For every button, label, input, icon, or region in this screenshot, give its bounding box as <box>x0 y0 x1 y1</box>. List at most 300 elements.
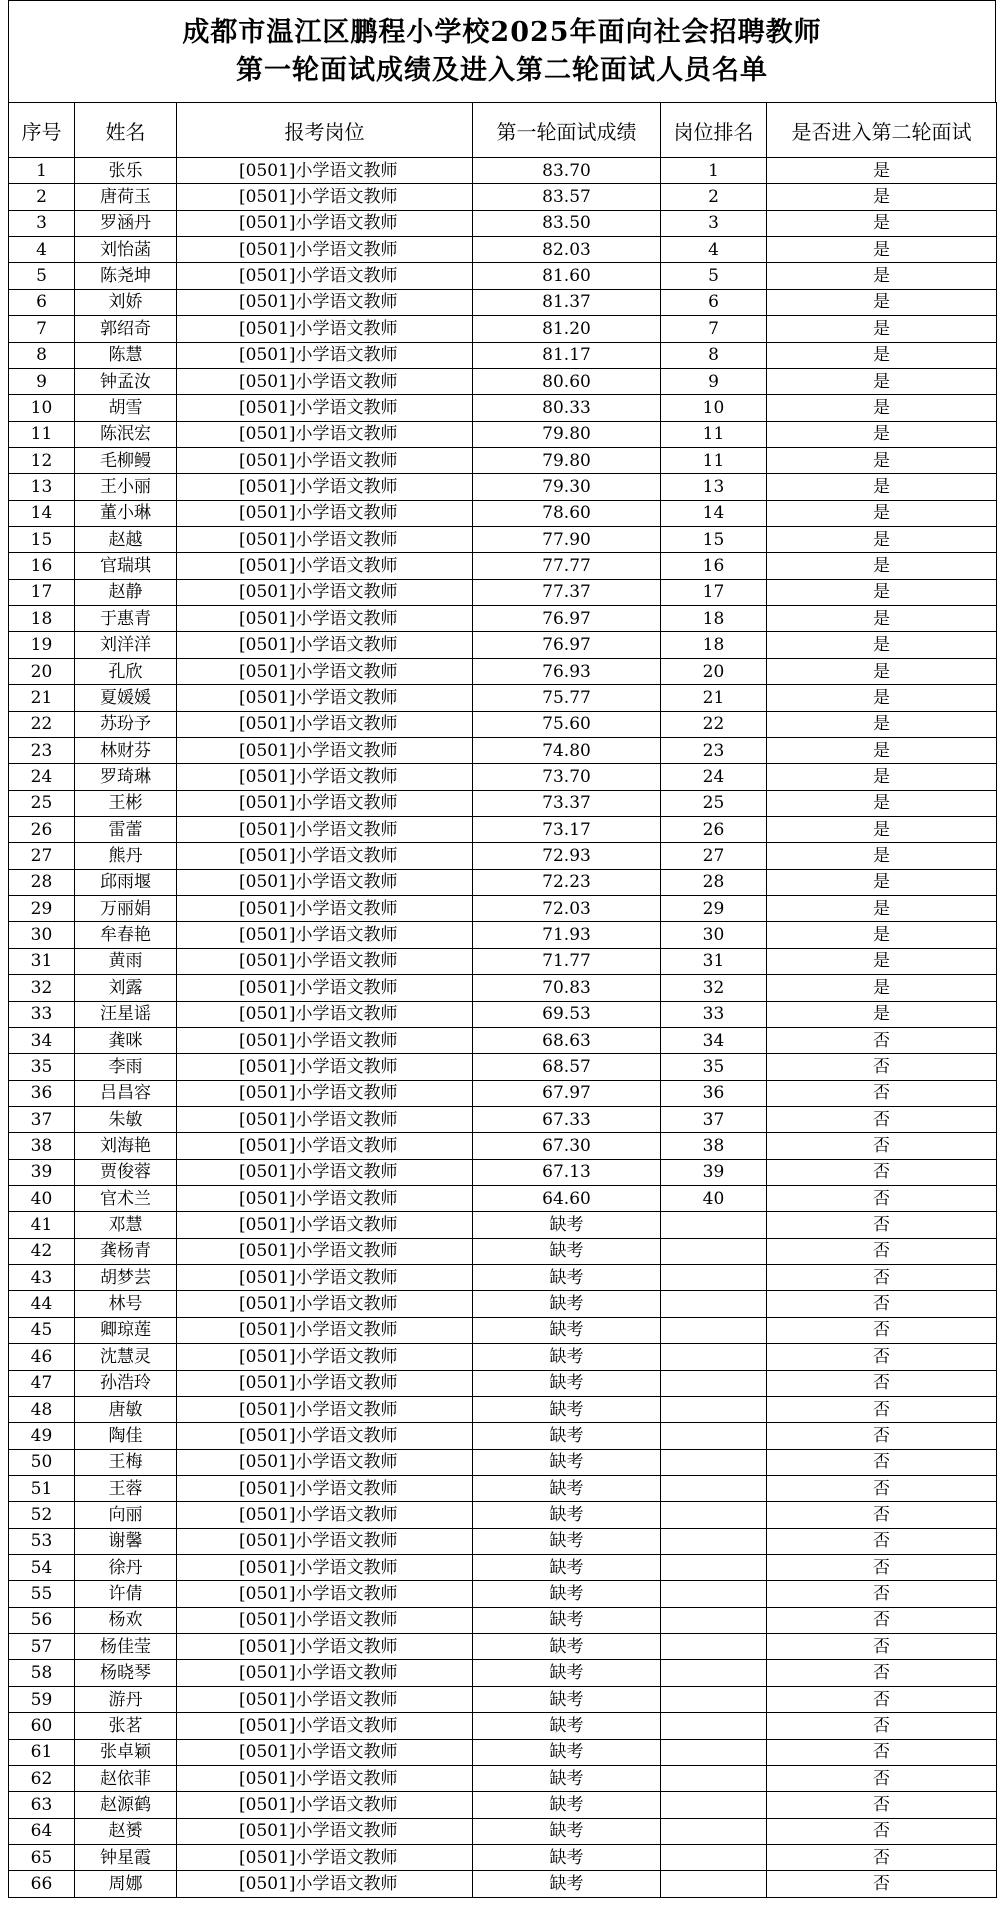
cell-index: 15 <box>9 527 75 553</box>
cell-rank: 6 <box>661 289 767 315</box>
cell-index: 6 <box>9 289 75 315</box>
cell-rank: 4 <box>661 237 767 263</box>
cell-name: 刘娇 <box>75 289 177 315</box>
cell-name: 陈泯宏 <box>75 421 177 447</box>
cell-index: 21 <box>9 685 75 711</box>
cell-position: [0501]小学语文教师 <box>177 1607 473 1633</box>
cell-advance: 是 <box>767 527 997 553</box>
cell-rank: 36 <box>661 1080 767 1106</box>
cell-name: 郭绍奇 <box>75 316 177 342</box>
cell-advance: 是 <box>767 553 997 579</box>
header-rank: 岗位排名 <box>661 103 767 158</box>
cell-index: 52 <box>9 1502 75 1528</box>
table-row <box>9 368 997 394</box>
cell-advance: 否 <box>767 1686 997 1712</box>
cell-score: 缺考 <box>473 1871 661 1897</box>
cell-name: 苏玢予 <box>75 711 177 737</box>
cell-rank: 25 <box>661 790 767 816</box>
cell-index: 1 <box>9 158 75 184</box>
cell-rank: 5 <box>661 263 767 289</box>
cell-position: [0501]小学语文教师 <box>177 1845 473 1871</box>
table-row <box>9 1027 997 1053</box>
cell-index: 49 <box>9 1423 75 1449</box>
cell-position: [0501]小学语文教师 <box>177 685 473 711</box>
cell-index: 2 <box>9 184 75 210</box>
table-row <box>9 1186 997 1212</box>
cell-score: 缺考 <box>473 1634 661 1660</box>
cell-name: 杨晓琴 <box>75 1660 177 1686</box>
cell-index: 32 <box>9 975 75 1001</box>
cell-rank: 38 <box>661 1133 767 1159</box>
cell-score: 77.77 <box>473 553 661 579</box>
cell-advance: 否 <box>767 1607 997 1633</box>
cell-rank: 33 <box>661 1001 767 1027</box>
cell-index: 16 <box>9 553 75 579</box>
cell-position: [0501]小学语文教师 <box>177 447 473 473</box>
cell-score: 77.90 <box>473 527 661 553</box>
cell-index: 18 <box>9 606 75 632</box>
cell-index: 19 <box>9 632 75 658</box>
cell-index: 50 <box>9 1449 75 1475</box>
cell-index: 56 <box>9 1607 75 1633</box>
cell-rank: 35 <box>661 1054 767 1080</box>
cell-name: 万丽娟 <box>75 896 177 922</box>
cell-advance: 否 <box>767 1423 997 1449</box>
cell-index: 38 <box>9 1133 75 1159</box>
cell-name: 杨欢 <box>75 1607 177 1633</box>
table-row <box>9 210 997 236</box>
cell-advance: 是 <box>767 790 997 816</box>
cell-position: [0501]小学语文教师 <box>177 1449 473 1475</box>
table-row <box>9 737 997 763</box>
cell-position: [0501]小学语文教师 <box>177 1080 473 1106</box>
cell-advance: 否 <box>767 1133 997 1159</box>
table-row <box>9 1475 997 1501</box>
cell-advance: 否 <box>767 1344 997 1370</box>
cell-name: 龚咪 <box>75 1027 177 1053</box>
cell-rank: 34 <box>661 1027 767 1053</box>
title-block <box>8 0 996 102</box>
cell-position: [0501]小学语文教师 <box>177 1396 473 1422</box>
cell-index: 51 <box>9 1475 75 1501</box>
cell-rank <box>661 1686 767 1712</box>
cell-rank: 20 <box>661 658 767 684</box>
cell-rank: 18 <box>661 606 767 632</box>
cell-rank: 17 <box>661 579 767 605</box>
cell-position: [0501]小学语文教师 <box>177 1502 473 1528</box>
cell-score: 81.17 <box>473 342 661 368</box>
cell-score: 67.97 <box>473 1080 661 1106</box>
cell-rank: 18 <box>661 632 767 658</box>
cell-name: 熊丹 <box>75 843 177 869</box>
cell-name: 沈慧灵 <box>75 1344 177 1370</box>
cell-name: 赵越 <box>75 527 177 553</box>
cell-score: 缺考 <box>473 1581 661 1607</box>
cell-position: [0501]小学语文教师 <box>177 711 473 737</box>
cell-rank: 21 <box>661 685 767 711</box>
cell-advance: 是 <box>767 184 997 210</box>
cell-rank: 30 <box>661 922 767 948</box>
cell-rank <box>661 1792 767 1818</box>
cell-advance: 否 <box>767 1739 997 1765</box>
cell-score: 缺考 <box>473 1555 661 1581</box>
cell-score: 71.77 <box>473 948 661 974</box>
cell-advance: 是 <box>767 474 997 500</box>
cell-index: 57 <box>9 1634 75 1660</box>
cell-score: 68.57 <box>473 1054 661 1080</box>
cell-position: [0501]小学语文教师 <box>177 816 473 842</box>
cell-score: 81.37 <box>473 289 661 315</box>
cell-position: [0501]小学语文教师 <box>177 1686 473 1712</box>
cell-rank: 14 <box>661 500 767 526</box>
cell-rank <box>661 1555 767 1581</box>
cell-name: 陈尧坤 <box>75 263 177 289</box>
table-row <box>9 1054 997 1080</box>
table-row <box>9 948 997 974</box>
cell-index: 64 <box>9 1818 75 1844</box>
cell-index: 24 <box>9 764 75 790</box>
cell-score: 81.20 <box>473 316 661 342</box>
table-row <box>9 843 997 869</box>
cell-advance: 否 <box>767 1634 997 1660</box>
cell-name: 唐敏 <box>75 1396 177 1422</box>
cell-rank <box>661 1765 767 1791</box>
cell-score: 缺考 <box>473 1792 661 1818</box>
cell-rank <box>661 1660 767 1686</box>
cell-index: 26 <box>9 816 75 842</box>
cell-position: [0501]小学语文教师 <box>177 210 473 236</box>
cell-name: 徐丹 <box>75 1555 177 1581</box>
cell-rank: 39 <box>661 1159 767 1185</box>
cell-score: 73.37 <box>473 790 661 816</box>
cell-score: 缺考 <box>473 1265 661 1291</box>
cell-rank <box>661 1449 767 1475</box>
table-row <box>9 184 997 210</box>
cell-name: 刘露 <box>75 975 177 1001</box>
cell-index: 53 <box>9 1528 75 1554</box>
cell-name: 许倩 <box>75 1581 177 1607</box>
cell-position: [0501]小学语文教师 <box>177 289 473 315</box>
cell-index: 59 <box>9 1686 75 1712</box>
table-body <box>9 158 997 1898</box>
table-row <box>9 553 997 579</box>
cell-rank: 15 <box>661 527 767 553</box>
cell-score: 缺考 <box>473 1528 661 1554</box>
cell-position: [0501]小学语文教师 <box>177 1344 473 1370</box>
cell-score: 缺考 <box>473 1765 661 1791</box>
title-line-2: 第一轮面试成绩及进入第二轮面试人员名单 <box>236 54 768 86</box>
document-sheet <box>8 0 996 1898</box>
cell-position: [0501]小学语文教师 <box>177 1370 473 1396</box>
cell-index: 61 <box>9 1739 75 1765</box>
cell-rank <box>661 1845 767 1871</box>
cell-index: 48 <box>9 1396 75 1422</box>
cell-index: 62 <box>9 1765 75 1791</box>
cell-score: 82.03 <box>473 237 661 263</box>
cell-name: 罗涵丹 <box>75 210 177 236</box>
cell-position: [0501]小学语文教师 <box>177 1634 473 1660</box>
cell-score: 71.93 <box>473 922 661 948</box>
cell-name: 邱雨堰 <box>75 869 177 895</box>
cell-position: [0501]小学语文教师 <box>177 342 473 368</box>
table-row <box>9 1001 997 1027</box>
table-row <box>9 263 997 289</box>
table-row <box>9 764 997 790</box>
cell-name: 董小琳 <box>75 500 177 526</box>
cell-index: 36 <box>9 1080 75 1106</box>
cell-position: [0501]小学语文教师 <box>177 395 473 421</box>
cell-name: 张卓颖 <box>75 1739 177 1765</box>
cell-score: 75.77 <box>473 685 661 711</box>
cell-score: 缺考 <box>473 1449 661 1475</box>
cell-name: 赵赟 <box>75 1818 177 1844</box>
table-row <box>9 1686 997 1712</box>
table-row <box>9 1212 997 1238</box>
cell-rank: 11 <box>661 421 767 447</box>
cell-position: [0501]小学语文教师 <box>177 869 473 895</box>
cell-index: 10 <box>9 395 75 421</box>
table-row <box>9 447 997 473</box>
table-row <box>9 869 997 895</box>
cell-rank <box>661 1502 767 1528</box>
table-row <box>9 1159 997 1185</box>
table-row <box>9 1765 997 1791</box>
cell-score: 缺考 <box>473 1396 661 1422</box>
cell-advance: 否 <box>767 1792 997 1818</box>
table-row <box>9 1818 997 1844</box>
cell-score: 缺考 <box>473 1818 661 1844</box>
cell-advance: 是 <box>767 843 997 869</box>
cell-score: 81.60 <box>473 263 661 289</box>
cell-position: [0501]小学语文教师 <box>177 922 473 948</box>
table-row <box>9 158 997 184</box>
cell-position: [0501]小学语文教师 <box>177 474 473 500</box>
cell-position: [0501]小学语文教师 <box>177 553 473 579</box>
table-row <box>9 500 997 526</box>
cell-advance: 否 <box>767 1212 997 1238</box>
cell-score: 70.83 <box>473 975 661 1001</box>
cell-name: 陈慧 <box>75 342 177 368</box>
cell-index: 58 <box>9 1660 75 1686</box>
cell-advance: 否 <box>767 1528 997 1554</box>
cell-advance: 否 <box>767 1396 997 1422</box>
cell-name: 林号 <box>75 1291 177 1317</box>
cell-score: 69.53 <box>473 1001 661 1027</box>
cell-score: 72.93 <box>473 843 661 869</box>
table-row <box>9 316 997 342</box>
cell-name: 雷蕾 <box>75 816 177 842</box>
table-row <box>9 790 997 816</box>
header-index: 序号 <box>9 103 75 158</box>
cell-position: [0501]小学语文教师 <box>177 263 473 289</box>
table-row <box>9 1845 997 1871</box>
cell-rank: 24 <box>661 764 767 790</box>
table-row <box>9 1792 997 1818</box>
cell-name: 陶佳 <box>75 1423 177 1449</box>
cell-rank <box>661 1344 767 1370</box>
cell-name: 谢馨 <box>75 1528 177 1554</box>
cell-advance: 是 <box>767 342 997 368</box>
table-row <box>9 816 997 842</box>
cell-position: [0501]小学语文教师 <box>177 237 473 263</box>
cell-rank: 8 <box>661 342 767 368</box>
cell-position: [0501]小学语文教师 <box>177 1159 473 1185</box>
table-row <box>9 1265 997 1291</box>
cell-name: 张乐 <box>75 158 177 184</box>
cell-index: 34 <box>9 1027 75 1053</box>
cell-index: 22 <box>9 711 75 737</box>
cell-index: 60 <box>9 1713 75 1739</box>
cell-position: [0501]小学语文教师 <box>177 1317 473 1343</box>
cell-index: 55 <box>9 1581 75 1607</box>
cell-name: 孔欣 <box>75 658 177 684</box>
cell-position: [0501]小学语文教师 <box>177 1212 473 1238</box>
cell-advance: 是 <box>767 1001 997 1027</box>
cell-index: 63 <box>9 1792 75 1818</box>
cell-rank <box>661 1634 767 1660</box>
table-row <box>9 1449 997 1475</box>
cell-rank: 13 <box>661 474 767 500</box>
cell-position: [0501]小学语文教师 <box>177 316 473 342</box>
cell-index: 41 <box>9 1212 75 1238</box>
cell-index: 66 <box>9 1871 75 1897</box>
cell-index: 7 <box>9 316 75 342</box>
cell-rank <box>661 1475 767 1501</box>
cell-name: 王蓉 <box>75 1475 177 1501</box>
table-row <box>9 1291 997 1317</box>
cell-position: [0501]小学语文教师 <box>177 1291 473 1317</box>
cell-index: 23 <box>9 737 75 763</box>
cell-name: 官瑞琪 <box>75 553 177 579</box>
cell-advance: 否 <box>767 1027 997 1053</box>
cell-score: 缺考 <box>473 1739 661 1765</box>
cell-name: 于惠青 <box>75 606 177 632</box>
table-row <box>9 1528 997 1554</box>
cell-score: 缺考 <box>473 1607 661 1633</box>
cell-rank: 27 <box>661 843 767 869</box>
cell-position: [0501]小学语文教师 <box>177 764 473 790</box>
cell-score: 76.97 <box>473 606 661 632</box>
cell-rank: 9 <box>661 368 767 394</box>
cell-advance: 是 <box>767 606 997 632</box>
table-row <box>9 1581 997 1607</box>
cell-rank <box>661 1238 767 1264</box>
table-row <box>9 1396 997 1422</box>
cell-advance: 否 <box>767 1370 997 1396</box>
cell-score: 缺考 <box>473 1238 661 1264</box>
cell-advance: 否 <box>767 1818 997 1844</box>
cell-index: 29 <box>9 896 75 922</box>
cell-rank: 26 <box>661 816 767 842</box>
table-row <box>9 237 997 263</box>
cell-name: 胡梦芸 <box>75 1265 177 1291</box>
cell-name: 吕昌容 <box>75 1080 177 1106</box>
cell-position: [0501]小学语文教师 <box>177 1871 473 1897</box>
cell-rank: 16 <box>661 553 767 579</box>
cell-name: 向丽 <box>75 1502 177 1528</box>
cell-rank: 32 <box>661 975 767 1001</box>
cell-score: 缺考 <box>473 1686 661 1712</box>
cell-position: [0501]小学语文教师 <box>177 579 473 605</box>
cell-position: [0501]小学语文教师 <box>177 1818 473 1844</box>
cell-score: 80.60 <box>473 368 661 394</box>
table-row <box>9 1634 997 1660</box>
cell-name: 王彬 <box>75 790 177 816</box>
cell-position: [0501]小学语文教师 <box>177 1027 473 1053</box>
cell-position: [0501]小学语文教师 <box>177 975 473 1001</box>
cell-advance: 否 <box>767 1317 997 1343</box>
cell-index: 9 <box>9 368 75 394</box>
cell-name: 夏媛媛 <box>75 685 177 711</box>
cell-advance: 是 <box>767 711 997 737</box>
table-row <box>9 1370 997 1396</box>
cell-advance: 否 <box>767 1713 997 1739</box>
cell-advance: 是 <box>767 158 997 184</box>
cell-score: 67.30 <box>473 1133 661 1159</box>
cell-position: [0501]小学语文教师 <box>177 158 473 184</box>
cell-score: 缺考 <box>473 1370 661 1396</box>
cell-name: 卿琼莲 <box>75 1317 177 1343</box>
cell-index: 65 <box>9 1845 75 1871</box>
cell-rank <box>661 1396 767 1422</box>
cell-advance: 是 <box>767 632 997 658</box>
cell-score: 74.80 <box>473 737 661 763</box>
table-row <box>9 342 997 368</box>
cell-score: 73.70 <box>473 764 661 790</box>
cell-position: [0501]小学语文教师 <box>177 1238 473 1264</box>
cell-rank <box>661 1739 767 1765</box>
cell-advance: 否 <box>767 1871 997 1897</box>
cell-advance: 否 <box>767 1660 997 1686</box>
cell-advance: 是 <box>767 237 997 263</box>
table-row <box>9 1133 997 1159</box>
table-row <box>9 1607 997 1633</box>
cell-name: 罗琦琳 <box>75 764 177 790</box>
cell-rank: 31 <box>661 948 767 974</box>
cell-score: 76.97 <box>473 632 661 658</box>
table-row <box>9 922 997 948</box>
cell-position: [0501]小学语文教师 <box>177 658 473 684</box>
cell-advance: 否 <box>767 1265 997 1291</box>
cell-advance: 是 <box>767 500 997 526</box>
table-row <box>9 1423 997 1449</box>
cell-index: 54 <box>9 1555 75 1581</box>
cell-name: 刘怡菡 <box>75 237 177 263</box>
header-name: 姓名 <box>75 103 177 158</box>
cell-name: 张茗 <box>75 1713 177 1739</box>
cell-position: [0501]小学语文教师 <box>177 1054 473 1080</box>
cell-index: 3 <box>9 210 75 236</box>
cell-score: 73.17 <box>473 816 661 842</box>
table-row <box>9 1660 997 1686</box>
cell-score: 缺考 <box>473 1660 661 1686</box>
cell-advance: 是 <box>767 685 997 711</box>
cell-index: 8 <box>9 342 75 368</box>
cell-score: 79.30 <box>473 474 661 500</box>
cell-name: 汪星谣 <box>75 1001 177 1027</box>
cell-advance: 否 <box>767 1765 997 1791</box>
cell-rank: 10 <box>661 395 767 421</box>
cell-name: 邓慧 <box>75 1212 177 1238</box>
cell-position: [0501]小学语文教师 <box>177 843 473 869</box>
cell-score: 缺考 <box>473 1423 661 1449</box>
cell-index: 39 <box>9 1159 75 1185</box>
cell-rank: 23 <box>661 737 767 763</box>
cell-advance: 是 <box>767 579 997 605</box>
cell-advance: 是 <box>767 869 997 895</box>
cell-score: 78.60 <box>473 500 661 526</box>
cell-position: [0501]小学语文教师 <box>177 606 473 632</box>
